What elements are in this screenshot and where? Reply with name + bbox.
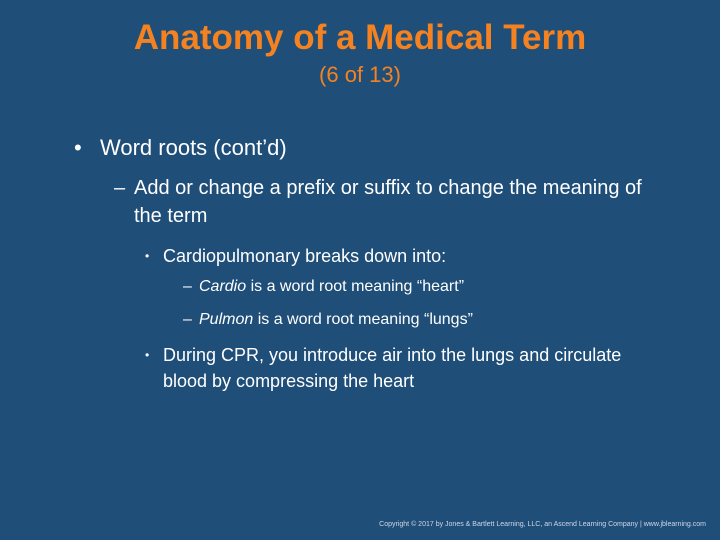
bullet-dash: – — [183, 278, 192, 295]
bullet-text: During CPR, you introduce air into the lungs and circulate blood by compressing the heart — [163, 345, 622, 391]
copyright-footer: Copyright © 2017 by Jones & Bartlett Learning, LLC, an Ascend Learning Company | www.jblearning.com — [379, 521, 706, 528]
bullet-dot: • — [145, 249, 150, 263]
slide-subtitle: (6 of 13) — [319, 62, 401, 87]
bullet-dot: • — [74, 135, 82, 160]
bullet-dash: – — [183, 311, 192, 328]
term-definition: is a word root meaning “lungs” — [253, 311, 473, 328]
bullet-text: Cardiopulmonary breaks down into: — [163, 246, 447, 266]
bullet-dash: – — [114, 177, 126, 199]
sub-bullet-text — [199, 308, 473, 332]
bullet-text: Add or change a prefix or suffix to change the meaning of the term — [134, 177, 642, 227]
term-definition: is a word root meaning “heart” — [246, 278, 465, 295]
term-italic: Pulmon — [199, 311, 254, 328]
term-italic: Cardio — [199, 278, 247, 295]
sub-bullet-text — [199, 275, 464, 299]
bullet-text: Word roots (cont’d) — [100, 135, 287, 160]
bullet-dot: • — [145, 348, 150, 362]
slide-title: Anatomy of a Medical Term — [133, 18, 587, 57]
